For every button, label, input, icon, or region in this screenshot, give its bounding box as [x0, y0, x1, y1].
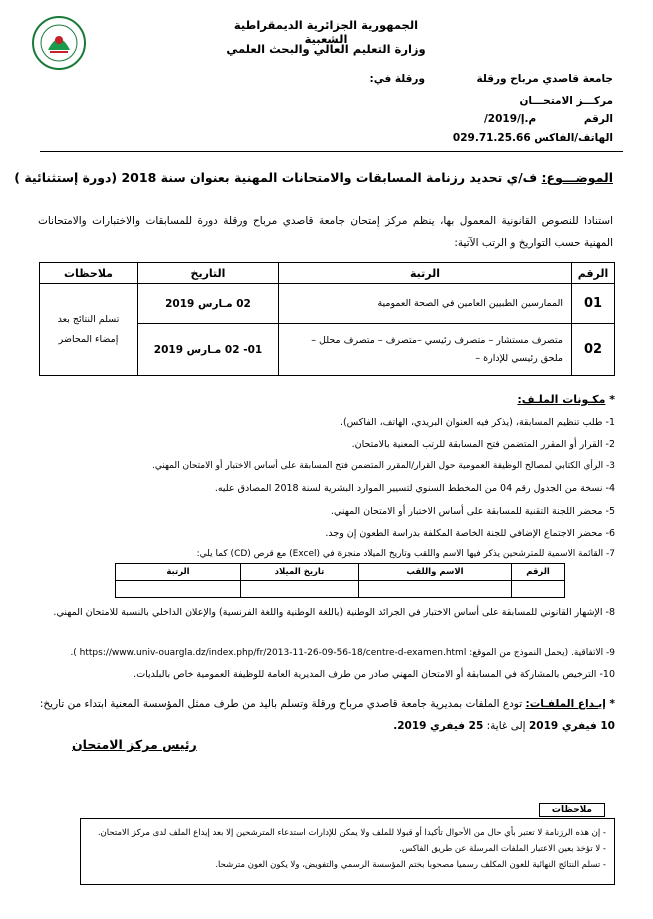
university-logo-icon [30, 14, 88, 72]
file-item-7 [35, 548, 615, 561]
city-date: ورقلة في: [369, 73, 425, 85]
header-divider [40, 151, 623, 152]
col-grade: الرتبة [279, 263, 572, 284]
phone-fax [453, 132, 613, 144]
item-number: 5- [605, 506, 615, 517]
deposit-date-to: 25 فيفري 2019. [393, 720, 484, 732]
col-number: الرقم [572, 263, 615, 284]
file-item-8 [35, 601, 615, 625]
row-grade: متصرف مستشار – متصرف رئيسي –متصرف – متصرف محلل – ملحق رئيسي للإدارة – [279, 324, 572, 376]
subject-label: الموضـــوع: [541, 170, 613, 185]
list-empty-row [116, 581, 565, 598]
item-number: 2- [605, 439, 615, 450]
file-components-title [517, 393, 615, 406]
candidate-list-table [115, 563, 565, 598]
file-item-9 [35, 647, 615, 660]
number-value: /م.إ/2019 [483, 113, 537, 125]
item-text: الرأي الكتابي لمصالح الوظيفة العمومية حول القرار/المقرر المتضمن فتح المسابقة على أساس الاختبار أو الامتحان المهني. [151, 461, 604, 471]
ministry-title: وزارة التعليم العالي والبحث العلمي [226, 42, 426, 56]
item-number: 3- [606, 461, 615, 471]
republic-title: الجمهورية الجزائرية الديمقراطية الشعبية [233, 18, 419, 46]
item-number: 7- [606, 549, 615, 559]
table-header-row [40, 263, 615, 284]
item-text: محضر اللجنة التقنية للمسابقة على أساس الاختبار أو الامتحان المهني. [330, 506, 603, 517]
bullet-star: * [605, 393, 615, 406]
list-col-birthdate: تاريخ الميلاد [241, 564, 359, 581]
item-text: القرار أو المقرر المتضمن فتح المسابقة للرتب المعنية بالامتحان. [351, 439, 603, 450]
item-number: 6- [605, 528, 615, 539]
exam-center: مركـــز الامتحـــان [519, 95, 613, 107]
item-text: الترخيص بالمشاركة في المسابقة أو الامتحان المهني صادر من طرف المديرية العامة للوظيفة العمومية خاص بالبلديات. [133, 669, 597, 680]
list-col-name: الاسم واللقب [359, 564, 512, 581]
notes-title: ملاحظات [539, 803, 605, 817]
intro-paragraph: استنادا للنصوص القانونية المعمول بها، ينظم مركز إمتحان جامعة قاصدي مرباح ورقلة دورة للمسابقات والاختبارات والامتحانات المهنية حسب التواريخ و الرتب الآتية: [38, 215, 613, 249]
col-notes: ملاحظات [40, 263, 138, 284]
item-number: 8- [605, 607, 615, 618]
deposit-mid: إلى غاية: [486, 720, 526, 732]
notes-box [80, 818, 615, 885]
note-item: - إن هذه الرزنامة لا تعتبر بأي حال من الأحوال تأكيدا أو قبولا للملف ولا يمكن للإدارات استدعاء المترشحين إلا بعد إيداع الملف لدى مركز الامتحان. [97, 828, 606, 838]
file-item-4 [35, 482, 615, 495]
signature-title: رئيس مركز الامتحان [72, 737, 197, 752]
bullet-star: * [605, 698, 615, 710]
row-number: 01 [572, 284, 615, 324]
deposit-text: تودع الملفات بمديرية جامعة قاصدي مرباح ورقلة وتسلم باليد من طرف ممثل المؤسسة المعنية ابتداء من تاريخ: [39, 698, 523, 710]
file-item-2 [35, 438, 615, 451]
exam-schedule-table [39, 262, 615, 376]
item-number: 10- [599, 669, 615, 680]
file-item-10 [35, 668, 615, 681]
file-item-3 [25, 460, 615, 473]
list-col-number: الرقم [512, 564, 565, 581]
item-number: 9- [606, 648, 615, 658]
item-number: 1- [605, 417, 615, 428]
row-note: تسلم النتائج بعد إمضاء المحاضر [40, 284, 138, 376]
file-item-5 [35, 505, 615, 518]
deposit-date-from: 10 فيفري 2019 [528, 720, 615, 732]
file-item-1 [35, 416, 615, 429]
subject-text: ف/ي تحديد رزنامة المسابقات والامتحانات المهنية بعنوان سنة 2018 (دورة إستثنائية ) [14, 170, 538, 185]
file-item-6 [35, 527, 615, 540]
phone-value: 029.71.25.66 [452, 132, 531, 144]
item-text: محضر الاجتماع الإضافي للجنة الخاصة المكلفة بدراسة الطعون إن وجد. [325, 528, 603, 539]
item-number: 4- [605, 483, 615, 494]
row-date: 02 مـارس 2019 [138, 284, 279, 324]
row-number: 02 [572, 324, 615, 376]
subject-line [14, 170, 613, 185]
row-date: 01- 02 مـارس 2019 [138, 324, 279, 376]
phone-label: الهاتف/الفاكس [534, 132, 613, 144]
item-text: الاتفاقية. (يحمل النموذج من الموقع: https://www.univ-ouargla.dz/index.php/fr/2013-11-26-09-56-18/centre-d-examen.html ). [70, 648, 604, 658]
note-item: - تسلم النتائج النهائية للعون المكلف رسميا مصحوبا بختم المؤسسة الرسمي والتفويض، ولا يكون العون مترشحا. [215, 860, 606, 870]
item-text: القائمة الاسمية للمترشحين يذكر فيها الاسم واللقب وتاريخ الميلاد منجزة في (Excel) مع قرص (CD) كما يلي: [196, 549, 604, 559]
file-title-text: مكـونات الملـف: [517, 393, 606, 406]
item-text: نسخة من الجدول رقم 04 من المخطط السنوي لتسيير الموارد البشرية لسنة 2018 المصادق عليه. [214, 483, 603, 494]
item-text: طلب تنظيم المسابقة، (يذكر فيه العنوان البريدي، الهاتف، الفاكس). [339, 417, 603, 428]
note-item: - لا تؤخذ بعين الاعتبار الملفات المرسلة عن طريق الفاكس. [399, 844, 606, 854]
university-logo [30, 14, 88, 72]
deposit-paragraph [33, 693, 615, 737]
table-row [40, 284, 615, 324]
deposit-label: إيـداع الملفـات: [525, 698, 606, 710]
row-grade: الممارسين الطبيين العامين في الصحة العمومية [279, 284, 572, 324]
list-header-row [116, 564, 565, 581]
reference-number [484, 113, 613, 125]
list-col-grade: الرتبة [116, 564, 241, 581]
university-name: جامعة قاصدي مرباح ورقلة [476, 73, 613, 85]
col-date: التاريخ [138, 263, 279, 284]
item-text: الإشهار القانوني للمسابقة على أساس الاختبار في الجرائد الوطنية (باللغة الوطنية واللغة الفرنسية) والإعلان الداخلي بالنسبة للامتحان المهني. [53, 607, 603, 618]
number-label: الرقم [583, 113, 613, 125]
